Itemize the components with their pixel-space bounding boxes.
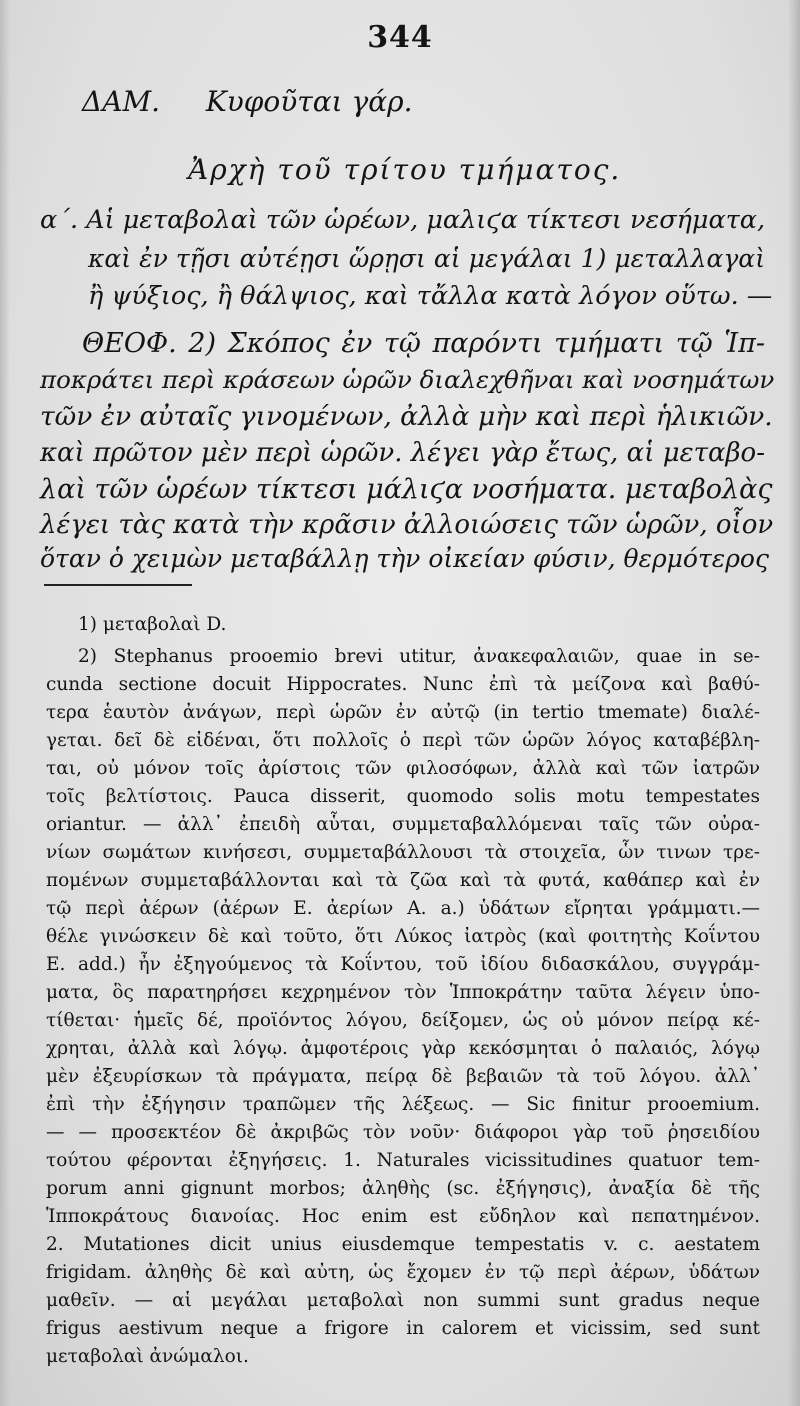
speaker-line — [82, 85, 413, 118]
footnote-line: τῷ περὶ ἀέρων (ἀέρων E. ἀερίων A. a.) ὑδάτων εἴρηται γράμματι.— — [46, 898, 760, 919]
aphorism-line: α΄. Αἱ μεταβολαὶ τῶν ὡρέων, μαλιϛα τίκτεσι νεσήματα, — [40, 205, 766, 235]
footnote-line: μεταβολαὶ ἀνώμαλοι. — [46, 1346, 249, 1367]
footnote-line: τοῖς βελτίστοις. Pauca disserit, quomodo solis motu tempestates — [46, 786, 760, 807]
aphorism-line: καὶ ἐν τῇσι αὐτέῃσι ὥρῃσι αἱ μεγάλαι 1) μεταλλαγαὶ — [88, 244, 765, 273]
footnote-line: cunda sectione docuit Hippocrates. Nunc ἐπὶ τὰ μείζονα καὶ βαθύ- — [46, 674, 760, 695]
footnote-line: γεται. δεῖ δὲ εἰδέναι, ὅτι πολλοῖς ὁ περὶ τῶν ὡρῶν λόγος καταβέβλη- — [46, 730, 760, 751]
commentary-line: καὶ πρῶτον μὲν περὶ ὡρῶν. λέγει γὰρ ἔτως, αἱ μεταβο- — [40, 438, 765, 468]
commentary-line: τῶν ἐν αὐταῖς γινομένων, ἀλλὰ μὴν καὶ περὶ ἡλικιῶν. — [40, 401, 773, 432]
aphorism-line: ἢ ψύξιος, ἢ θάλψιος, καὶ τἄλλα κατὰ λόγον οὕτω. — — [88, 281, 773, 311]
footnote-line: oriantur. — ἀλλ᾽ ἐπειδὴ αὗται, συμμεταβαλλόμεναι ταῖς τῶν οὐρα- — [46, 814, 760, 835]
footnote-line: 2. Mutationes dicit unius eiusdemque tempestatis v. c. aestatem — [46, 1234, 760, 1255]
footnote-line: frigidam. ἀληθὴς δὲ καὶ αὐτη, ὡς ἔχομεν ἐν τῷ περὶ ἀέρων, ὑδάτων — [46, 1262, 760, 1283]
page-shadow-right — [788, 0, 800, 1406]
speaker-text: Κυφοῦται γάρ. — [205, 85, 413, 118]
footnote-line: μαθεῖν. — αἱ μεγάλαι μεταβολαὶ non summi sunt gradus neque — [46, 1290, 760, 1311]
footnote-line: ἐπὶ τὴν ἐξήγησιν τραπῶμεν τῆς λέξεως. — Sic finitur prooemium. — [46, 1094, 760, 1115]
section-heading: Ἀρχὴ τοῦ τρίτου τμήματος. — [188, 153, 622, 186]
footnote-line: frigus aestivum neque a frigore in calorem et vicissim, sed sunt — [46, 1318, 760, 1339]
commentary-line: ΘΕΟΦ. 2) Σκόπος ἐν τῷ παρόντι τμήματι τῷ Ἱπ- — [82, 328, 765, 359]
page-shadow-left — [0, 0, 10, 1406]
footnote-line: πομένων συμμεταβάλλονται καὶ τὰ ζῶα καὶ τὰ φυτά, καθάπερ καὶ ἐν — [46, 870, 760, 891]
footnote-line: ται, οὐ μόνον τοῖς ἀρίστοις τῶν φιλοσόφων, ἀλλὰ καὶ τῶν ἰατρῶν — [46, 758, 760, 779]
commentary-line: ποκράτει περὶ κράσεων ὡρῶν διαλεχθῆναι καὶ νοσημάτων — [40, 365, 775, 394]
footnote-line: μὲν ἐξευρίσκων τὰ πράγματα, πείρᾳ δὲ βεβαιῶν τὰ τοῦ λόγου. ἀλλ᾽ — [46, 1066, 760, 1087]
footnote-line: Ἱπποκράτους διανοίας. Hoc enim est εὔδηλον καὶ πεπατημένον. — [46, 1206, 760, 1227]
footnote-line: θέλε γινώσκειν δὲ καὶ τοῦτο, ὅτι Λύκος ἰατρὸς (καὶ φοιτητὴς Κοΐντου — [46, 926, 760, 947]
footnote-line: τερα ἑαυτὸν ἀνάγων, περὶ ὡρῶν ἐν αὐτῷ (in tertio tmemate) διαλέ- — [46, 702, 760, 723]
commentary-line: λαὶ τῶν ὡρέων τίκτεσι μάλιϛα νοσήματα. μεταβολὰς — [40, 474, 773, 505]
footnote-line: E. add.) ἦν ἐξηγούμενος τὰ Κοΐντου, τοῦ ἰδίου διδασκάλου, συγγράμ- — [46, 954, 760, 975]
footnote-line: ματα, ὃς παρατηρήσει κεχρημένον τὸν Ἱπποκράτην ταῦτα λέγειν ὑπο- — [46, 982, 760, 1003]
footnote-line: 2) Stephanus prooemio brevi utitur, ἀνακεφαλαιῶν, quae in se- — [78, 646, 760, 667]
footnote-line: νίων σωμάτων κινήσεσι, συμμεταβάλλουσι τὰ στοιχεῖα, ὧν τινων τρε- — [46, 842, 760, 863]
footnote-line: — — προσεκτέον δὲ ἀκριβῶς τὸν νοῦν· διάφοροι γὰρ τοῦ ῥησειδίου — [46, 1122, 760, 1143]
footnote-line: τίθεται· ἡμεῖς δέ, προϊόντος λόγου, δείξομεν, ὡς οὐ μόνον πείρᾳ κέ- — [46, 1010, 760, 1031]
footnote-line: τούτου φέρονται ἐξηγήσεις. 1. Naturales vicissitudines quatuor tem- — [46, 1150, 760, 1171]
commentary-line: λέγει τὰς κατὰ τὴν κρᾶσιν ἀλλοιώσεις τῶν ὡρῶν, οἷον — [40, 510, 774, 540]
page-number: 344 — [367, 20, 433, 55]
commentary-line: ὅταν ὁ χειμὼν μεταβάλλῃ τὴν οἰκείαν φύσιν, θερμότερος — [40, 544, 769, 573]
footnote-line: porum anni gignunt morbos; ἀληθὴς (sc. ἐξήγησις), ἀναξία δὲ τῆς — [46, 1178, 760, 1199]
footnote-line: 1) μεταβολαὶ D. — [78, 614, 227, 635]
speaker-name: ΔΑΜ. — [82, 85, 161, 118]
footnote-rule — [44, 584, 192, 586]
footnote-line: χρηται, ἀλλὰ καὶ λόγῳ. ἀμφοτέροις γὰρ κεκόσμηται ὁ παλαιός, λόγῳ — [46, 1038, 760, 1059]
